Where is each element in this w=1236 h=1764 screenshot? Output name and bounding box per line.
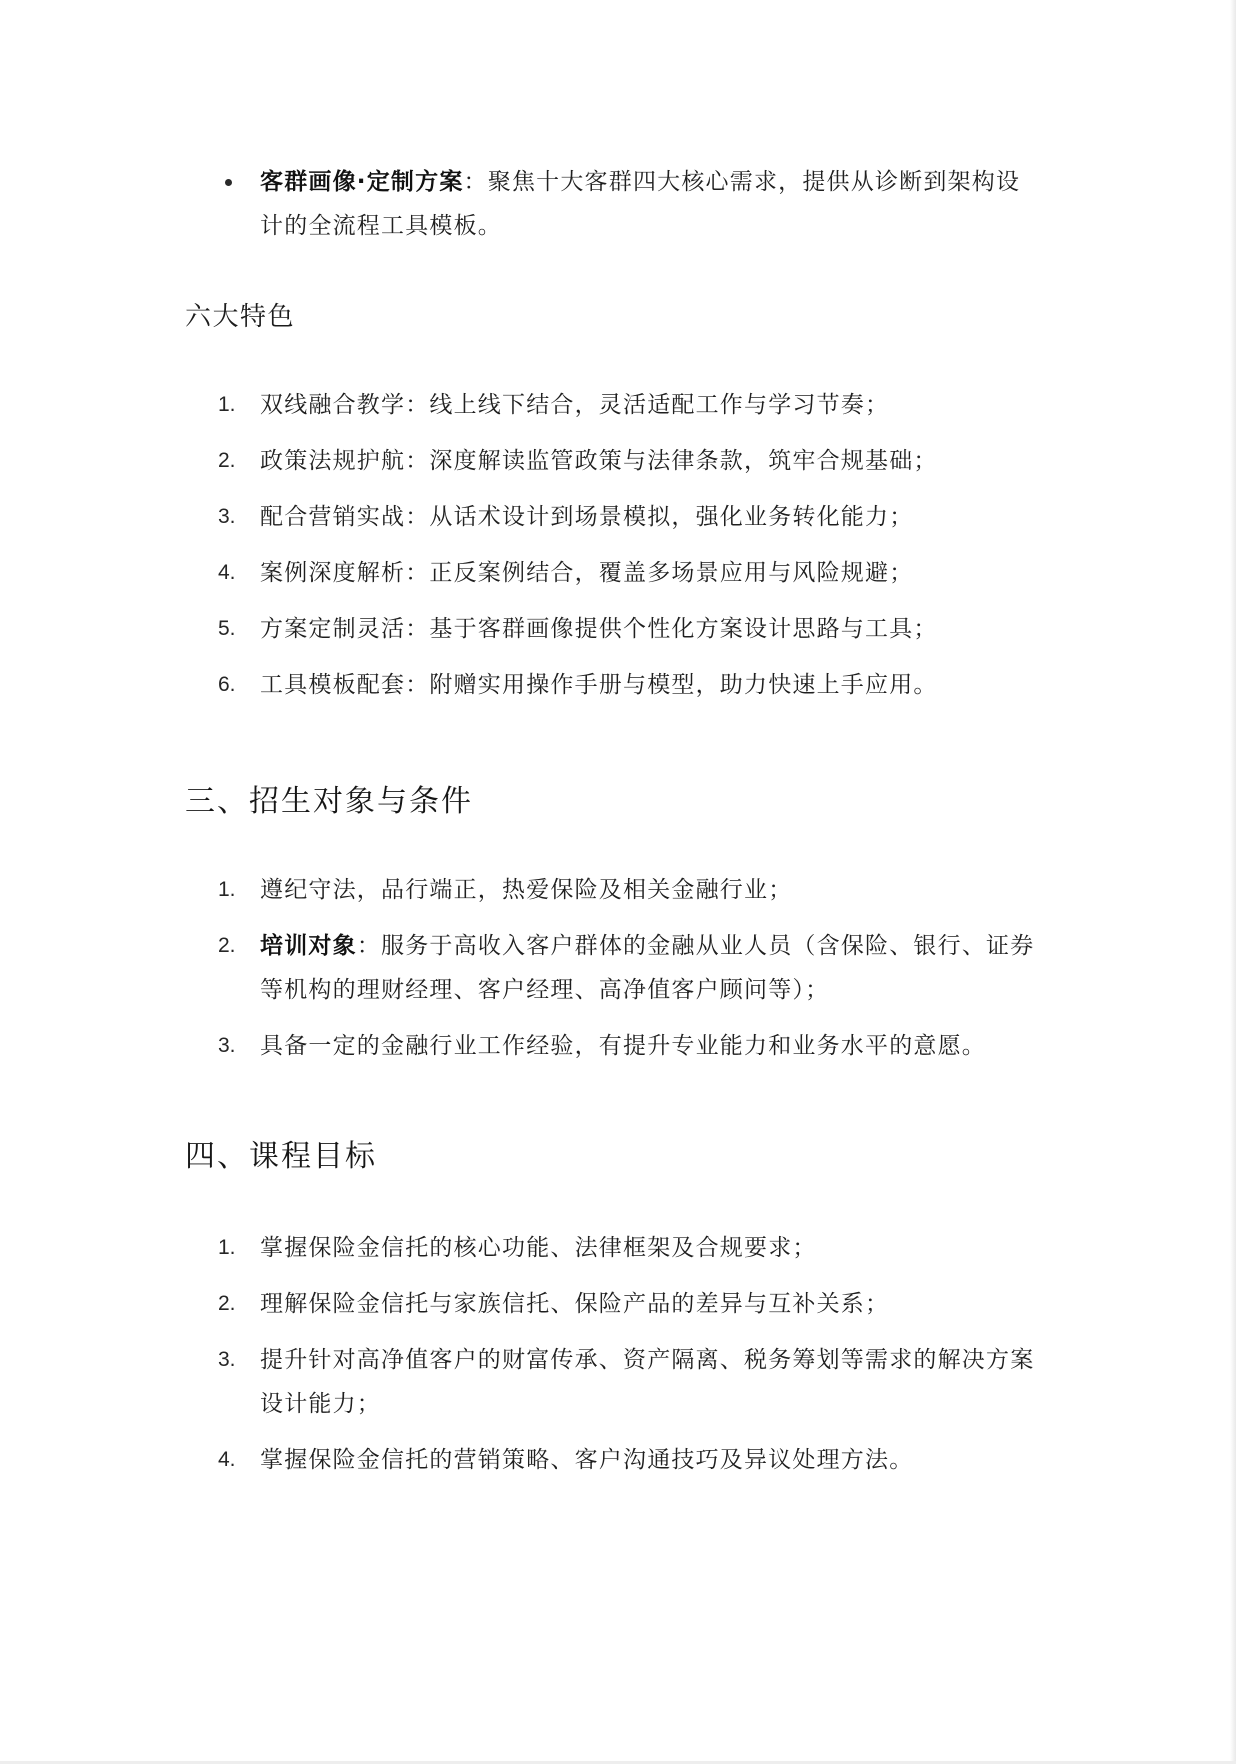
bullet-item-line-2: 计的全流程工具模板。 <box>260 213 502 239</box>
list-text: 双线融合教学：线上线下结合，灵活适配工作与学习节奏； <box>260 392 890 418</box>
list-number: 2. <box>218 934 236 957</box>
bullet-dot <box>225 179 232 186</box>
bullet-item-text: 聚焦十大客群四大核心需求，提供从诊断到架构设 <box>487 169 1021 195</box>
list-number: 3. <box>218 1348 236 1371</box>
list-bold-label: 培训对象 <box>260 933 357 959</box>
bullet-item-line-1 <box>260 160 1020 204</box>
list-text-line-1 <box>260 924 1034 968</box>
list-text: 理解保险金信托与家族信托、保险产品的差异与互补关系； <box>260 1291 890 1317</box>
list-text-line-2: 设计能力； <box>260 1391 381 1417</box>
section-4-heading: 四、课程目标 <box>185 1139 377 1174</box>
list-text-line-2: 等机构的理财经理、客户经理、高净值客户顾问等）； <box>260 977 830 1003</box>
page-right-edge <box>1230 0 1236 1764</box>
list-colon: ： <box>356 933 382 959</box>
list-text-line-1: 提升针对高净值客户的财富传承、资产隔离、税务筹划等需求的解决方案 <box>260 1347 1035 1373</box>
bullet-item-colon: ： <box>463 169 488 195</box>
list-text: 服务于高收入客户群体的金融从业人员（含保险、银行、证券 <box>381 933 1035 959</box>
bullet-item-bold-label: 客群画像·定制方案 <box>260 169 464 195</box>
list-text: 遵纪守法，品行端正，热爱保险及相关金融行业； <box>260 877 793 903</box>
list-text: 配合营销实战：从话术设计到场景模拟，强化业务转化能力； <box>260 504 914 530</box>
list-number: 5. <box>218 617 236 640</box>
features-title: 六大特色 <box>185 302 296 332</box>
list-number: 1. <box>218 878 236 901</box>
list-text: 案例深度解析：正反案例结合，覆盖多场景应用与风险规避； <box>260 560 914 586</box>
list-number: 6. <box>218 673 236 696</box>
list-number: 2. <box>218 1292 236 1315</box>
list-text: 工具模板配套：附赠实用操作手册与模型，助力快速上手应用。 <box>260 672 938 698</box>
list-text: 具备一定的金融行业工作经验，有提升专业能力和业务水平的意愿。 <box>260 1033 986 1059</box>
list-number: 2. <box>218 449 236 472</box>
list-number: 3. <box>218 505 236 528</box>
section-3-heading: 三、招生对象与条件 <box>185 784 473 819</box>
list-number: 1. <box>218 1236 236 1259</box>
list-text: 方案定制灵活：基于客群画像提供个性化方案设计思路与工具； <box>260 616 938 642</box>
list-number: 4. <box>218 561 236 584</box>
list-text: 政策法规护航：深度解读监管政策与法律条款，筑牢合规基础； <box>260 448 938 474</box>
list-text: 掌握保险金信托的营销策略、客户沟通技巧及异议处理方法。 <box>260 1447 914 1473</box>
list-text: 掌握保险金信托的核心功能、法律框架及合规要求； <box>260 1235 817 1261</box>
list-number: 1. <box>218 393 236 416</box>
list-number: 3. <box>218 1034 236 1057</box>
list-number: 4. <box>218 1448 236 1471</box>
